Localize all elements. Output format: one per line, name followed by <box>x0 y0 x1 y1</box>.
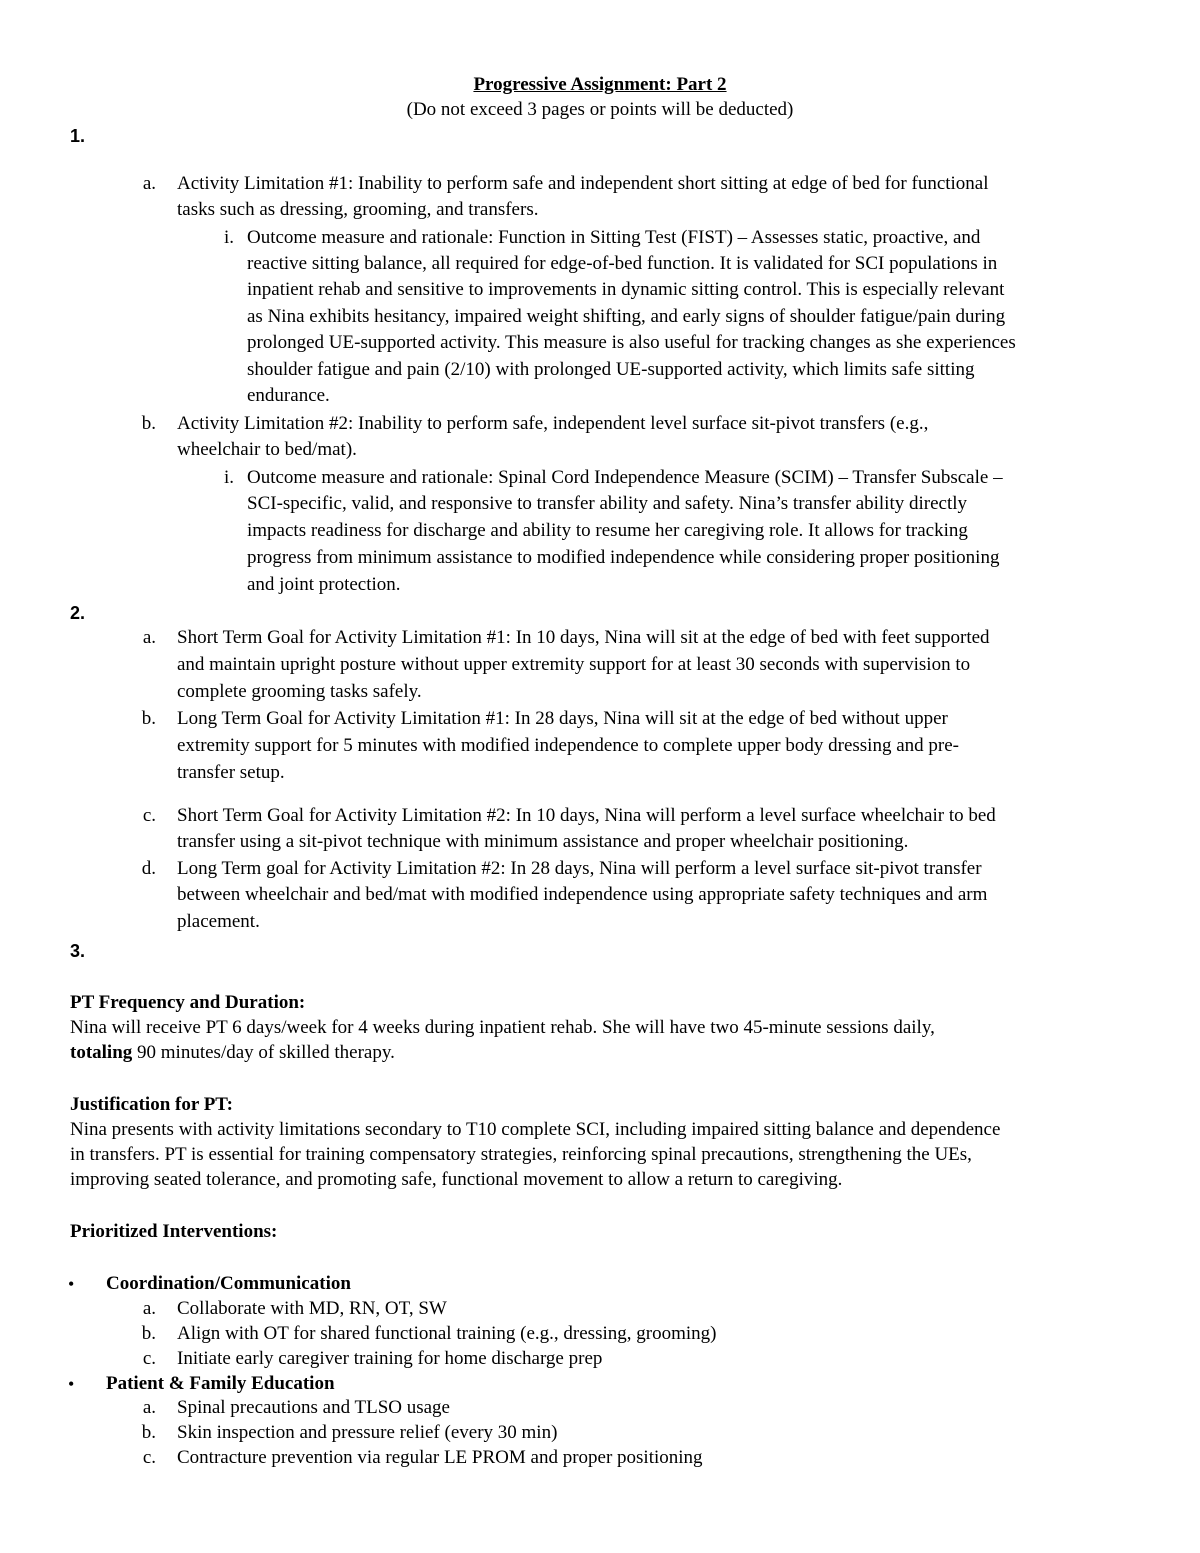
intervention-item-marker: a. <box>142 1298 156 1319</box>
section-2-item-b-line: transfer setup. <box>177 762 285 783</box>
bullet-icon: • <box>68 1274 75 1294</box>
section-1-item-b-sub-line: impacts readiness for discharge and ability to resume her caregiving role. It allows for tracking <box>247 520 968 541</box>
intervention-item-marker: b. <box>141 1422 156 1443</box>
intervention-item: Skin inspection and pressure relief (every 30 min) <box>177 1422 558 1443</box>
section-2-item-d-line: Long Term goal for Activity Limitation #2: In 28 days, Nina will perform a level surface sit-pivot transfer <box>177 858 982 879</box>
intervention-group-title: Coordination/Communication <box>106 1273 351 1294</box>
section-3-number: 3. <box>70 941 86 961</box>
section-1-item-b-line: wheelchair to bed/mat). <box>177 439 357 460</box>
section-2-item-a-marker: a. <box>142 627 156 648</box>
section-1-item-b-sub-line: progress from minimum assistance to modified independence while considering proper positioning <box>247 547 1000 568</box>
section-1-item-a-sub-line: prolonged UE-supported activity. This measure is also useful for tracking changes as she experiences <box>247 332 1016 353</box>
section-1-item-a-sub-marker: i. <box>223 227 234 248</box>
frequency-text: Nina will receive PT 6 days/week for 4 weeks during inpatient rehab. She will have two 45-minute sessions daily, <box>70 1017 935 1038</box>
intervention-item-marker: c. <box>142 1447 156 1468</box>
section-1-item-b-sub-line: SCI-specific, valid, and responsive to transfer ability and safety. Nina’s transfer ability directly <box>247 493 968 514</box>
section-2-item-d-line: placement. <box>177 911 260 932</box>
intervention-item: Spinal precautions and TLSO usage <box>177 1397 450 1418</box>
intervention-item-marker: a. <box>142 1397 156 1418</box>
section-1-item-a-sub-line: reactive sitting balance, all required for edge-of-bed function. It is validated for SCI populations in <box>247 253 998 274</box>
document-title: Progressive Assignment: Part 2 <box>473 74 727 95</box>
section-1-number: 1. <box>70 126 86 146</box>
section-1-item-a-sub-line: as Nina exhibits hesitancy, impaired weight shifting, and early signs of shoulder fatigue/pain during <box>247 306 1006 327</box>
section-2-item-d-line: between wheelchair and bed/mat with modified independence using appropriate safety techniques and arm <box>177 884 988 905</box>
bullet-icon: • <box>68 1374 75 1394</box>
section-1-item-a-sub-line: Outcome measure and rationale: Function in Sitting Test (FIST) – Assesses static, proactive, and <box>247 227 981 248</box>
section-1-item-a-line: tasks such as dressing, grooming, and transfers. <box>177 199 539 220</box>
intervention-item: Contracture prevention via regular LE PROM and proper positioning <box>177 1447 703 1468</box>
section-2-item-c-line: Short Term Goal for Activity Limitation #2: In 10 days, Nina will perform a level surface wheelchair to bed <box>177 805 996 826</box>
justification-heading: Justification for PT: <box>70 1094 233 1115</box>
section-1-item-b-line: Activity Limitation #2: Inability to perform safe, independent level surface sit-pivot transfers (e.g., <box>177 413 929 434</box>
intervention-group-title: Patient & Family Education <box>106 1373 335 1394</box>
justification-line: improving seated tolerance, and promoting safe, functional movement to allow a return to caregiving. <box>70 1169 843 1190</box>
frequency-text-line-2 <box>70 1040 395 1066</box>
section-1-item-b-marker: b. <box>141 413 156 434</box>
intervention-item-marker: b. <box>141 1323 156 1344</box>
section-1-item-b-sub-line: and joint protection. <box>247 574 401 595</box>
section-2-number: 2. <box>70 603 86 623</box>
section-1-item-a-marker: a. <box>142 173 156 194</box>
frequency-heading: PT Frequency and Duration: <box>70 992 306 1013</box>
section-1-item-b-sub-marker: i. <box>223 467 234 488</box>
section-2-item-b-line: Long Term Goal for Activity Limitation #1: In 28 days, Nina will sit at the edge of bed without upper <box>177 708 948 729</box>
section-2-item-b-marker: b. <box>141 708 156 729</box>
frequency-emphasis: totaling <box>70 1042 133 1063</box>
frequency-text-rest: 90 minutes/day of skilled therapy. <box>132 1042 395 1063</box>
section-2-item-b-line: extremity support for 5 minutes with modified independence to complete upper body dressing and pre- <box>177 735 959 756</box>
interventions-heading: Prioritized Interventions: <box>70 1221 278 1242</box>
document-subtitle: (Do not exceed 3 pages or points will be deducted) <box>406 99 794 120</box>
section-1-item-a-sub-line: shoulder fatigue and pain (2/10) with prolonged UE-supported activity, which limits safe sitting <box>247 359 975 380</box>
section-2-item-c-marker: c. <box>142 805 156 826</box>
section-2-item-a-line: and maintain upright posture without upper extremity support for at least 30 seconds with supervision to <box>177 654 971 675</box>
intervention-item-marker: c. <box>142 1348 156 1369</box>
section-1-item-a-sub-line: inpatient rehab and sensitive to improvements in dynamic sitting control. This is especially relevant <box>247 279 1005 300</box>
section-2-item-a-line: complete grooming tasks safely. <box>177 681 422 702</box>
justification-line: Nina presents with activity limitations secondary to T10 complete SCI, including impaired sitting balance and dependence <box>70 1119 1001 1140</box>
intervention-item: Align with OT for shared functional training (e.g., dressing, grooming) <box>177 1323 717 1344</box>
section-1-item-a-line: Activity Limitation #1: Inability to perform safe and independent short sitting at edge of bed for functional <box>177 173 989 194</box>
section-2-item-c-line: transfer using a sit-pivot technique with minimum assistance and proper wheelchair positioning. <box>177 831 909 852</box>
intervention-item: Initiate early caregiver training for home discharge prep <box>177 1348 603 1369</box>
section-2-item-d-marker: d. <box>141 858 156 879</box>
section-1-item-a-sub-line: endurance. <box>247 385 330 406</box>
section-2-item-a-line: Short Term Goal for Activity Limitation #1: In 10 days, Nina will sit at the edge of bed with feet supported <box>177 627 990 648</box>
intervention-item: Collaborate with MD, RN, OT, SW <box>177 1298 447 1319</box>
section-1-item-b-sub-line: Outcome measure and rationale: Spinal Cord Independence Measure (SCIM) – Transfer Subscale – <box>247 467 1003 488</box>
justification-line: in transfers. PT is essential for training compensatory strategies, reinforcing spinal precautions, strengthening the UEs, <box>70 1144 972 1165</box>
